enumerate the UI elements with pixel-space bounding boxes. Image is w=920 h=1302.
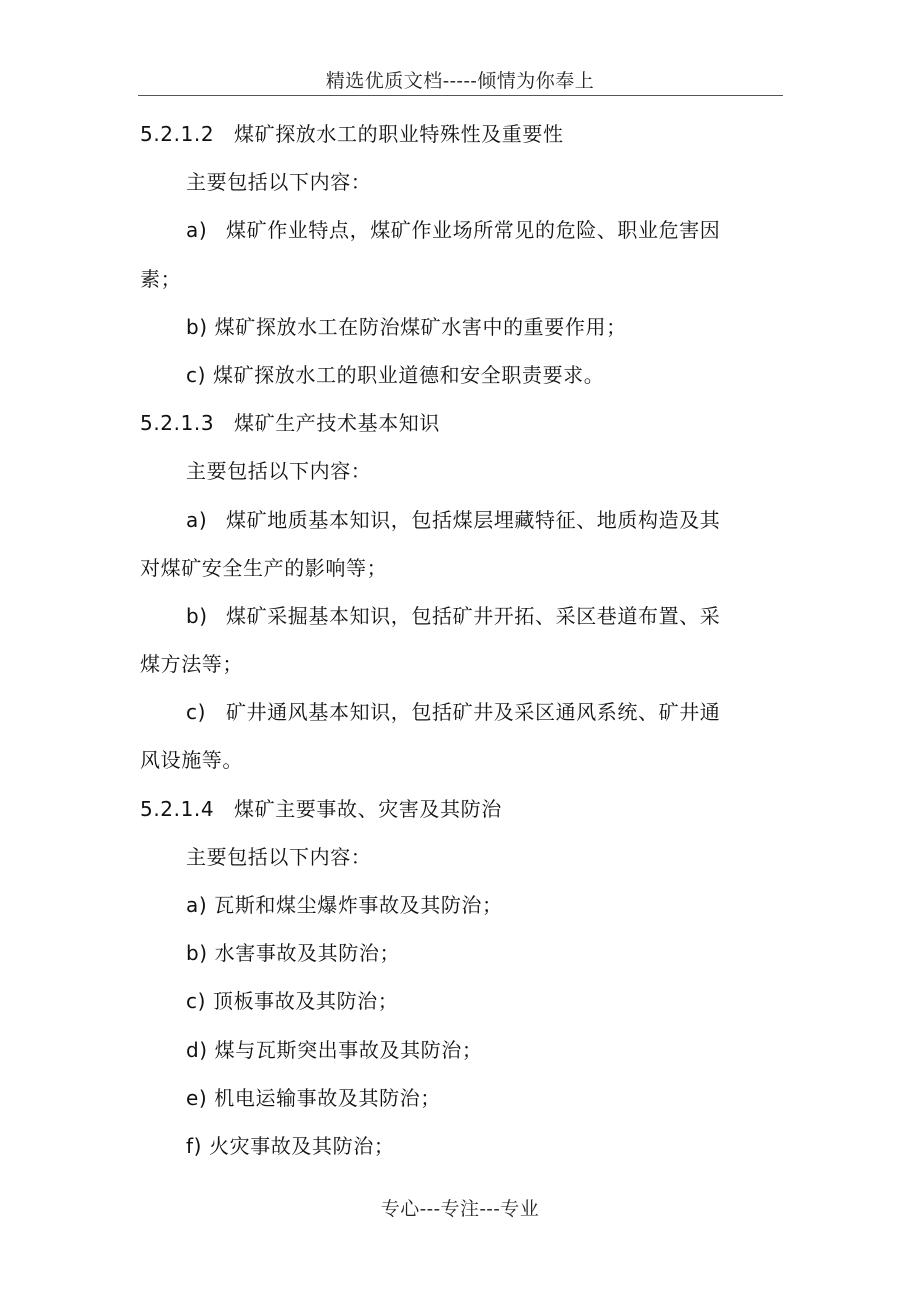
item-text: 顶板事故及其防治；: [212, 989, 399, 1014]
item-marker: a): [186, 893, 208, 917]
item-text: 水害事故及其防治；: [214, 941, 401, 966]
document-body: [140, 118, 785, 1178]
list-item: [140, 937, 785, 985]
item-text: 煤矿地质基本知识，包括煤层埋藏特征、地质构造及其: [226, 507, 721, 532]
section-intro: 主要包括以下内容：: [186, 844, 372, 869]
section-heading: [140, 407, 785, 455]
item-marker: f): [186, 1133, 203, 1158]
item-marker: b): [186, 941, 208, 966]
list-item: [140, 1130, 785, 1178]
section-number: 5.2.1.3: [140, 411, 215, 436]
item-text-continued: 素；: [140, 266, 182, 291]
list-item: [140, 1034, 785, 1082]
item-marker: e): [186, 1085, 208, 1110]
list-item: [140, 214, 785, 262]
item-text: 煤矿探放水工的职业道德和安全职责要求。: [212, 362, 605, 387]
section-intro: 主要包括以下内容：: [186, 170, 372, 195]
section-heading: [140, 793, 785, 841]
item-marker: c): [186, 700, 206, 725]
page-header: 精选优质文档-----倾情为你奉上: [325, 70, 595, 92]
item-text: 煤矿采掘基本知识，包括矿井开拓、采区巷道布置、采: [226, 603, 721, 628]
page-footer: 专心---专注---专业: [380, 1198, 540, 1220]
section-number: 5.2.1.4: [140, 796, 215, 821]
list-item: [140, 311, 785, 359]
item-text: 煤与瓦斯突出事故及其防治；: [214, 1037, 483, 1062]
item-marker: d): [186, 1037, 208, 1062]
item-text-continued: 对煤矿安全生产的影响等；: [140, 555, 388, 580]
list-item: [140, 600, 785, 648]
item-marker: a): [186, 218, 208, 243]
item-text-continued: 风设施等。: [140, 748, 243, 773]
list-item: [140, 1082, 785, 1130]
item-text-continued: 煤方法等；: [140, 652, 243, 677]
section-intro: 主要包括以下内容：: [186, 459, 372, 484]
section-heading: [140, 118, 785, 166]
section-number: 5.2.1.2: [140, 122, 215, 146]
item-marker: b): [186, 603, 208, 628]
item-marker: a): [186, 507, 208, 532]
section-title: 煤矿探放水工的职业特殊性及重要性: [234, 122, 564, 146]
list-item: [140, 696, 785, 744]
list-item: [140, 985, 785, 1033]
list-item: [140, 504, 785, 552]
item-marker: b): [186, 314, 208, 339]
item-text: 机电运输事故及其防治；: [214, 1085, 441, 1110]
section-title: 煤矿生产技术基本知识: [234, 411, 440, 436]
item-text: 矿井通风基本知识，包括矿井及采区通风系统、矿井通: [226, 700, 721, 725]
item-text: 瓦斯和煤尘爆炸事故及其防治；: [214, 893, 503, 917]
section-title: 煤矿主要事故、灾害及其防治: [234, 796, 502, 821]
item-text: 煤矿作业特点，煤矿作业场所常见的危险、职业危害因: [226, 218, 721, 243]
item-text: 火灾事故及其防治；: [209, 1133, 395, 1158]
list-item: [140, 359, 785, 407]
header-divider: [138, 95, 783, 96]
item-marker: c): [186, 989, 206, 1014]
list-item: [140, 889, 785, 937]
item-marker: c): [186, 362, 206, 387]
item-text: 煤矿探放水工在防治煤矿水害中的重要作用；: [214, 314, 627, 339]
